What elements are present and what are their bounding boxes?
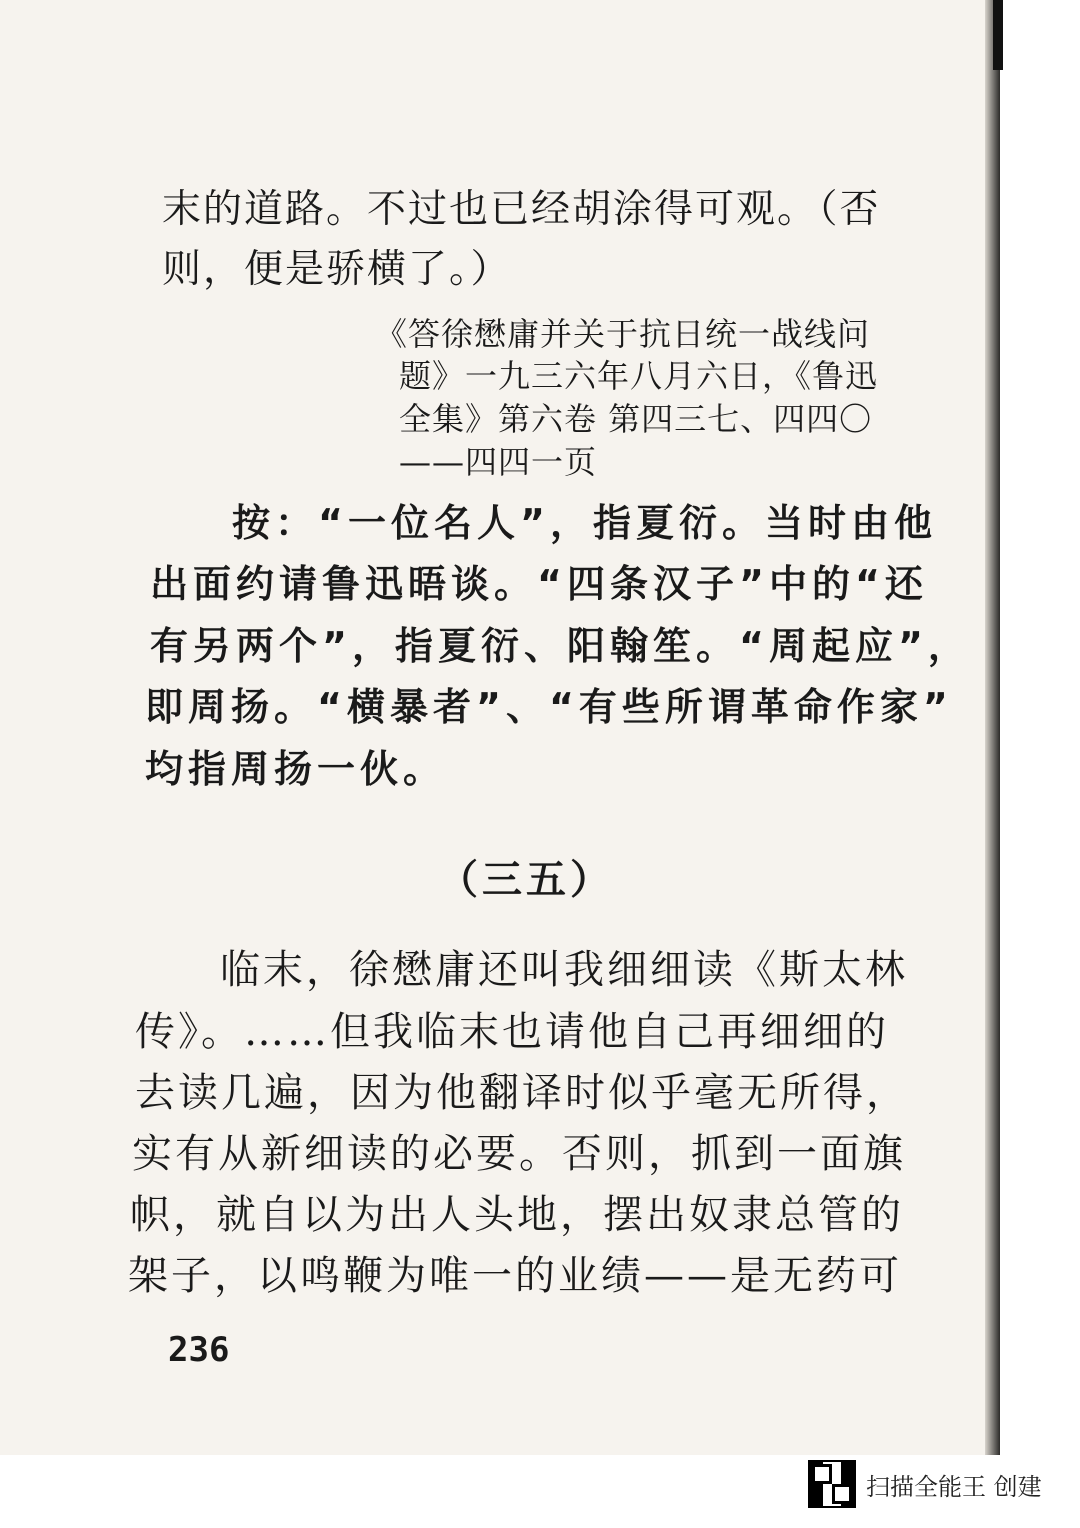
page-number: 236: [168, 1330, 230, 1370]
note-line: 有另两个”，指夏衍、阳翰笙。“周起应”，: [150, 624, 971, 668]
section-heading: （三五）: [438, 857, 614, 903]
citation-line: ——四四一页: [399, 443, 598, 481]
paragraph-line: 去读几遍，因为他翻译时似乎毫无所得，: [135, 1070, 909, 1116]
book-spine-shadow: [985, 0, 1000, 1455]
note-line: 即周扬。“横暴者”、“有些所谓革命作家”: [145, 685, 953, 729]
qr-code-icon: [808, 1460, 856, 1508]
paragraph-line: 帜，就自以为出人头地，摆出奴隶总管的: [130, 1192, 904, 1238]
paragraph-line: 实有从新细读的必要。否则，抓到一面旗: [132, 1131, 906, 1177]
scanner-watermark: [808, 1458, 1042, 1510]
citation-line: 《答徐懋庸并关于抗日统一战线问: [375, 315, 871, 353]
note-line: 按：“一位名人”，指夏衍。当时由他: [232, 501, 937, 545]
paragraph-line: 传》。……但我临末也请他自己再细细的: [135, 1009, 889, 1055]
scanner-label: 扫描全能王 创建: [866, 1472, 1042, 1501]
note-line: 均指周扬一伙。: [145, 747, 447, 791]
note-line: 出面约请鲁迅晤谈。“四条汉子”中的“还: [150, 562, 928, 606]
citation-line: 题》一九三六年八月六日，《鲁迅: [399, 357, 879, 395]
citation-line: 全集》第六卷 第四三七、四四〇: [399, 400, 873, 438]
paragraph-line: 临末，徐懋庸还叫我细细读《斯太林: [220, 947, 908, 993]
paragraph-line: 架子，以鸣鞭为唯一的业绩——是无药可: [128, 1253, 902, 1299]
paragraph-line: 末的道路。不过也已经胡涂得可观。（否: [162, 187, 881, 232]
paragraph-line: 则，便是骄横了。）: [162, 247, 512, 292]
book-spine-edge: [993, 0, 1003, 70]
